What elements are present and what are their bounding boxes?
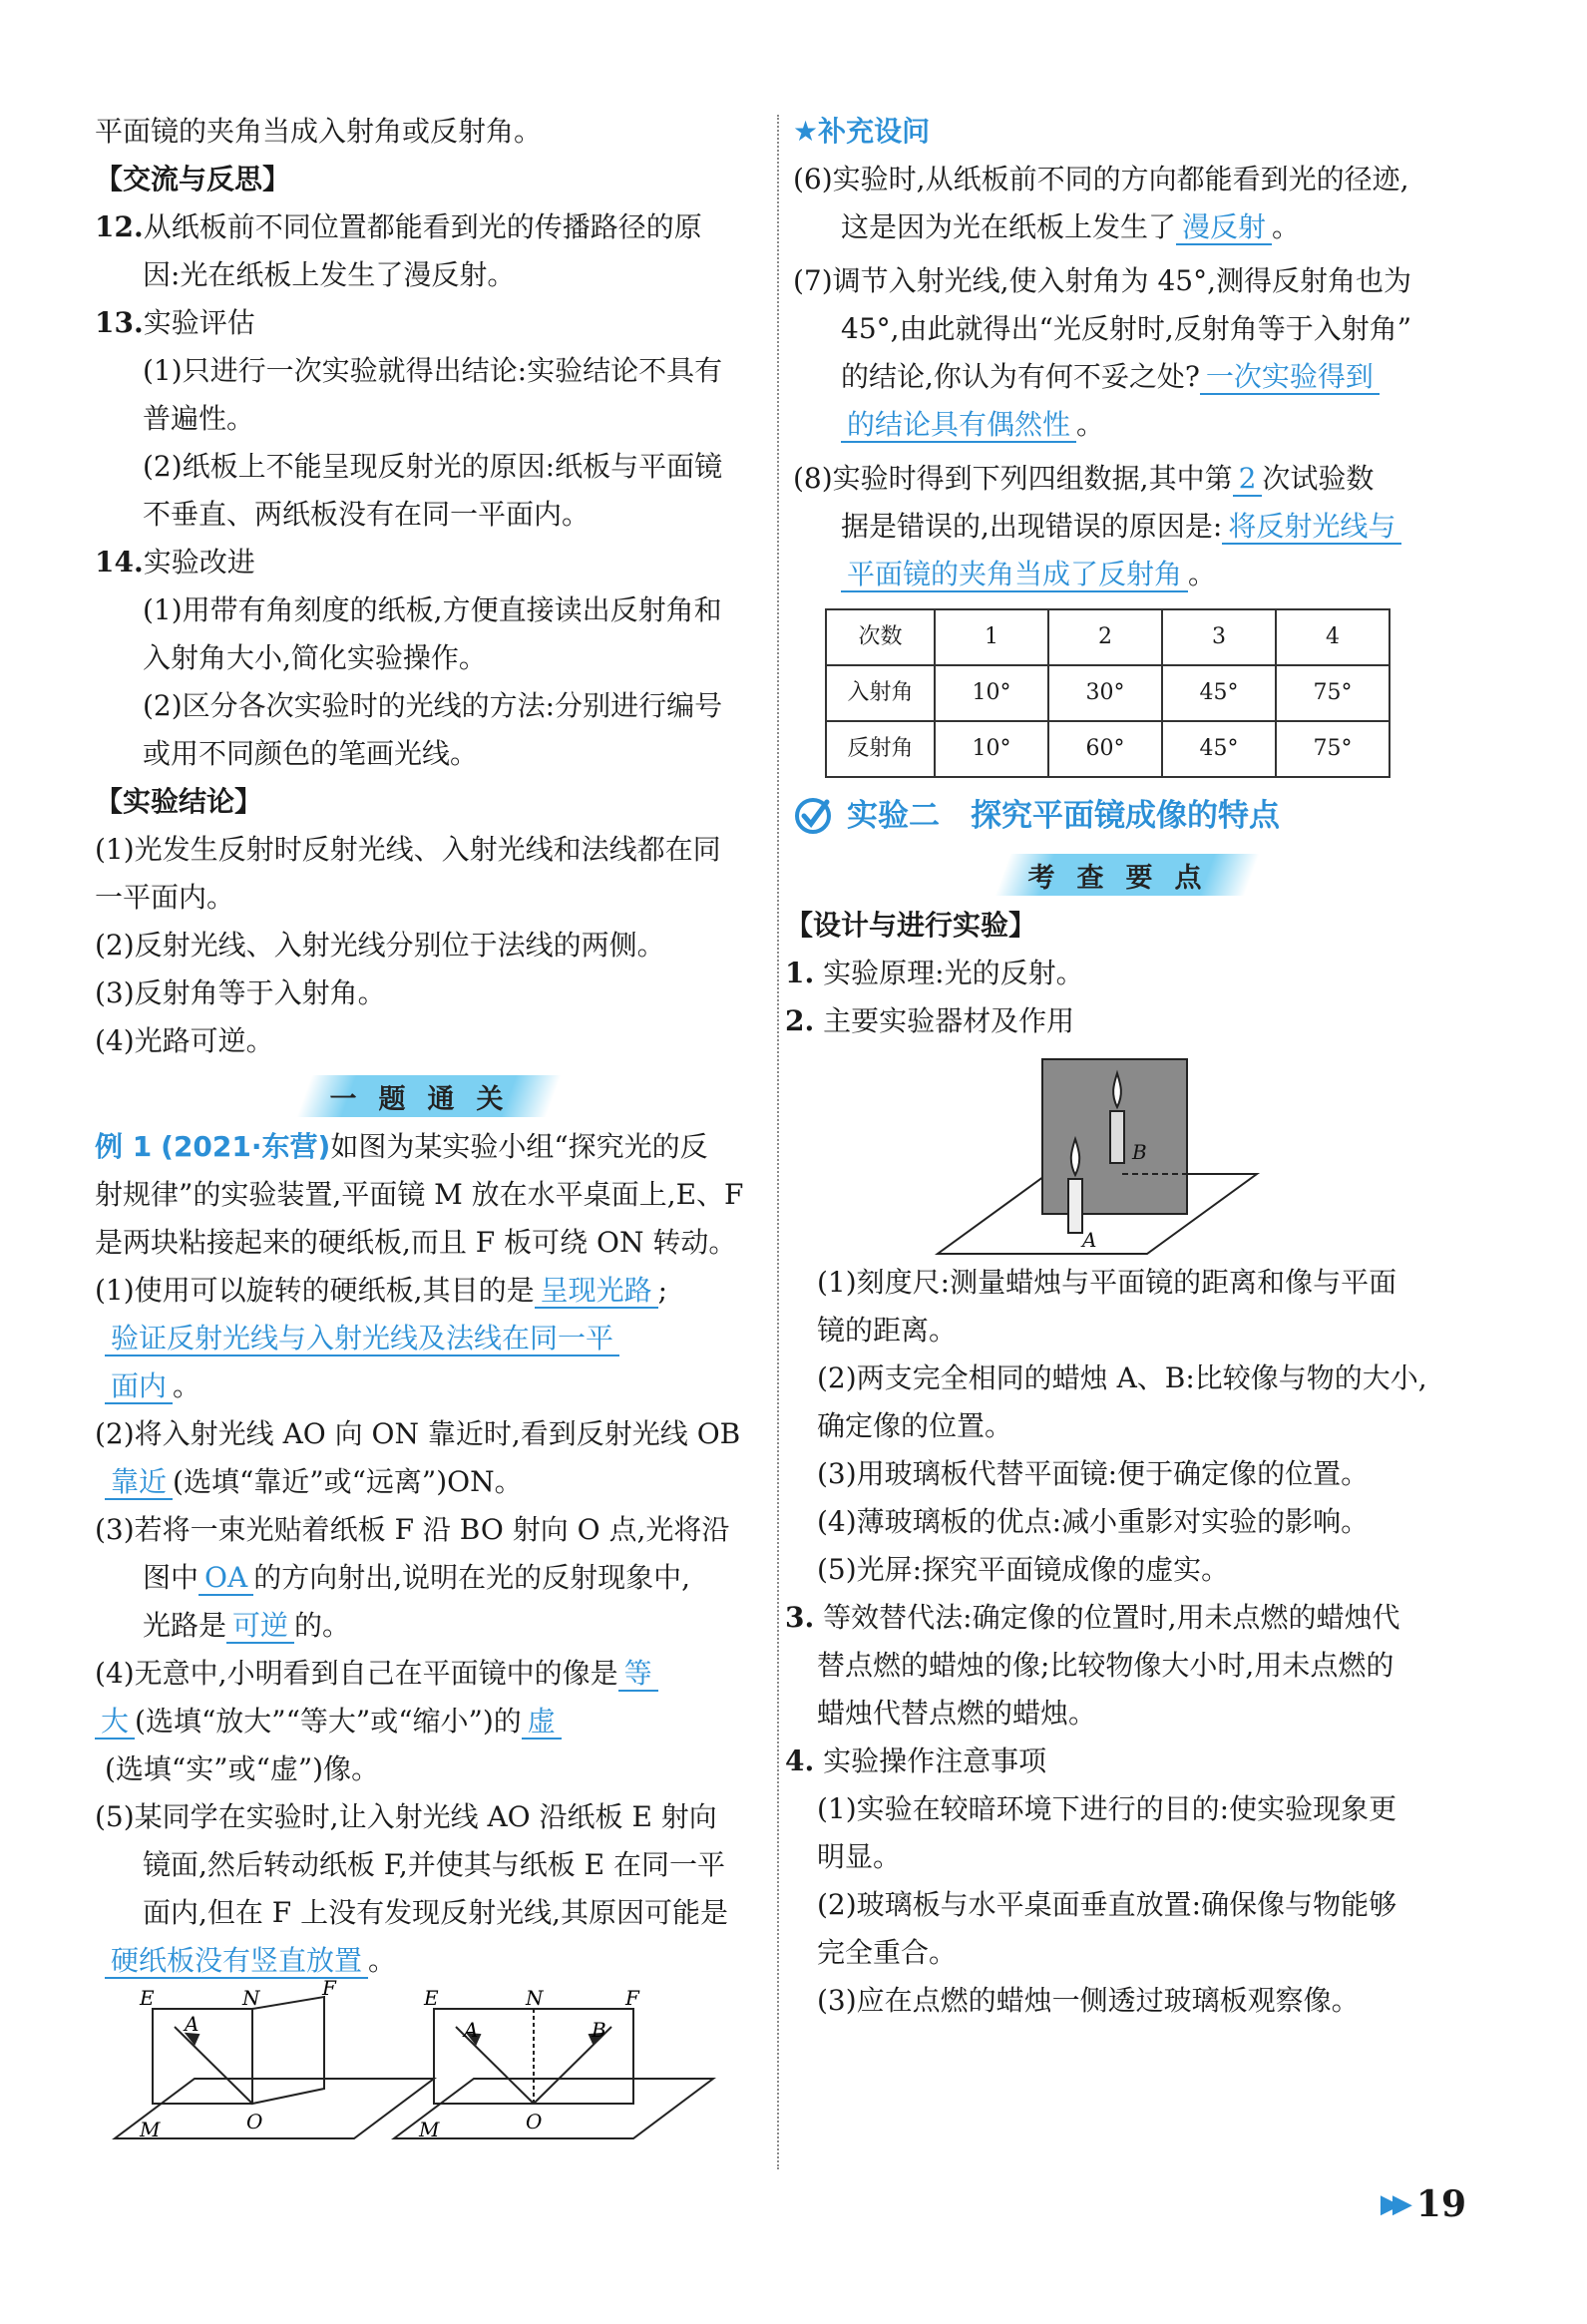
text-line: 光路是 可逆 的。 [143, 1609, 351, 1642]
text-line: 据是错误的,出现错误的原因是: 将反射光线与 [793, 503, 1461, 551]
text-line: 蜡烛代替点燃的蜡烛。 [817, 1697, 1097, 1730]
table-cell: 45° [1162, 721, 1276, 777]
example-q3: (3)若将一束光贴着纸板 F 沿 BO 射向 O 点,光将沿 [95, 1513, 730, 1546]
page-number: ▶▶ 19 [1297, 2174, 1466, 2234]
question-12: 12.从纸板前不同位置都能看到光的传播路径的原 [95, 210, 702, 243]
label-E: E [424, 1986, 439, 2010]
text-line: 确定像的位置。 [817, 1409, 1013, 1442]
text-line: (2)区分各次实验时的光线的方法:分别进行编号 [143, 689, 723, 722]
answer-blank: 一次实验得到 [1200, 360, 1380, 395]
text-line: 的结论具有偶然性 。 [793, 401, 1461, 449]
text-line: (2)纸板上不能呈现反射光的原因:纸板与平面镜 [143, 450, 723, 483]
material-5: (5)光屏:探究平面镜成像的虚实。 [817, 1553, 1230, 1586]
answer-blank: 漫反射 [1176, 210, 1272, 245]
example-q4: (4)无意中,小明看到自己在平面镜中的像是 等 [95, 1650, 763, 1698]
text-line: (2)反射光线、入射光线分别位于法线的两侧。 [95, 929, 665, 962]
text-line: 的结论,你认为有何不妥之处? 一次实验得到 [793, 353, 1461, 401]
left-column [95, 108, 763, 2148]
text-line: 图中 OA 的方向射出,说明在光的反射现象中, [143, 1561, 691, 1594]
text-line: 射规律”的实验装置,平面镜 M 放在水平桌面上,E、F [95, 1178, 744, 1211]
answer-blank: 验证反射光线与入射光线及法线在同一平 [105, 1322, 619, 1356]
label-F: F [322, 1976, 336, 2000]
table-row [826, 665, 1389, 721]
text-line: 明显。 [817, 1840, 902, 1873]
table-cell: 45° [1162, 665, 1276, 721]
text-line: 面内 。 [95, 1362, 763, 1410]
table-cell: 60° [1048, 721, 1162, 777]
answer-blank: 靠近 [105, 1465, 173, 1500]
answer-blank: 的结论具有偶然性 [841, 408, 1076, 443]
question-8: (8)实验时得到下列四组数据,其中第 2 次试验数 [793, 462, 1375, 495]
apparatus-rotated-board [115, 1997, 434, 2138]
answer-blank: 2 [1233, 462, 1263, 497]
answer-blank: 虚 [522, 1705, 562, 1740]
text-line: 不垂直、两纸板没有在同一平面内。 [143, 498, 591, 531]
table-row [826, 721, 1389, 777]
text-line: 是两块粘接起来的硬纸板,而且 F 板可绕 ON 转动。 [95, 1226, 737, 1259]
label-M: M [140, 2118, 161, 2141]
table-cell: 2 [1048, 609, 1162, 665]
answer-blank: 将反射光线与 [1222, 510, 1401, 545]
label-N: N [242, 1986, 260, 2010]
text-line: (1)用带有角刻度的纸板,方便直接读出反射角和 [143, 593, 722, 626]
design-item-1: 1. 实验原理:光的反射。 [785, 957, 1084, 989]
table-cell: 3 [1162, 609, 1276, 665]
experiment-two-title: 实验二 探究平面镜成像的特点 [793, 788, 1461, 844]
text-line: (1)光发生反射时反射光线、入射光线和法线都在同 [95, 833, 721, 866]
supplement-heading: ★补充设问 [793, 115, 931, 148]
mirror-imaging-figure [793, 1049, 1461, 1259]
material-4: (4)薄玻璃板的优点:减小重影对实验的影响。 [817, 1505, 1370, 1538]
text-line: 平面镜的夹角当成了反射角 。 [793, 551, 1461, 598]
text-line [95, 1315, 763, 1362]
table-cell: 10° [935, 665, 1048, 721]
text-line: 镜面,然后转动纸板 F,并使其与纸板 E 在同一平 [143, 1848, 726, 1881]
angle-data-table [825, 608, 1390, 778]
answer-blank: 面内 [105, 1369, 173, 1404]
table-cell: 次数 [826, 609, 935, 665]
answer-blank: OA [198, 1561, 253, 1596]
table-cell: 反射角 [826, 721, 935, 777]
label-N: N [526, 1986, 544, 2010]
table-cell: 75° [1276, 721, 1389, 777]
question-14: 14.实验改进 [95, 546, 255, 579]
reflection-apparatus-figure [95, 1976, 763, 2148]
label-B: B [1132, 1140, 1147, 1164]
section-heading-design: 【设计与进行实验】 [785, 909, 1037, 942]
banner-key-points: 考查要点 [994, 854, 1259, 896]
answer-blank: 平面镜的夹角当成了反射角 [841, 558, 1188, 592]
text-line: 平面镜的夹角当成入射角或反射角。 [95, 115, 543, 148]
table-cell: 1 [935, 609, 1048, 665]
example-q2: (2)将入射光线 AO 向 ON 靠近时,看到反射光线 OB [95, 1417, 741, 1450]
text-line: 替点燃的蜡烛的像;比较物像大小时,用未点燃的 [817, 1649, 1394, 1682]
answer-blank: 大 [95, 1705, 135, 1740]
table-cell: 入射角 [826, 665, 935, 721]
table-cell: 75° [1276, 665, 1389, 721]
column-divider [777, 115, 779, 2169]
apparatus-flat-board [394, 2009, 713, 2138]
text-line: (1)只进行一次实验就得出结论:实验结论不具有 [143, 354, 723, 387]
question-6: (6)实验时,从纸板前不同的方向都能看到光的径迹, [793, 163, 1409, 195]
question-7: (7)调节入射光线,使入射角为 45°,测得反射角也为 [793, 264, 1411, 297]
table-cell: 10° [935, 721, 1048, 777]
banner-one-question: 一题通关 [296, 1075, 561, 1117]
label-O: O [246, 2110, 263, 2133]
text-line: 镜的距离。 [817, 1314, 958, 1347]
answer-blank: 呈现光路 [535, 1274, 658, 1309]
text-line: 面内,但在 F 上没有发现反射光线,其原因可能是 [143, 1896, 729, 1929]
text-line: 45°,由此就得出“光反射时,反射角等于入射角” [841, 312, 1412, 345]
note-2: (2)玻璃板与水平桌面垂直放置:确保像与物能够 [817, 1888, 1397, 1921]
text-line: 入射角大小,简化实验操作。 [143, 641, 487, 674]
double-arrow-icon: ▶▶ [1380, 2189, 1404, 2219]
table-cell: 30° [1048, 665, 1162, 721]
text-line: 一平面内。 [95, 881, 235, 914]
example-q1: (1)使用可以旋转的硬纸板,其目的是 呈现光路 ; [95, 1274, 668, 1307]
text-line: 普遍性。 [143, 402, 255, 435]
label-F: F [625, 1986, 639, 2010]
label-A: A [464, 2018, 479, 2042]
material-2: (2)两支完全相同的蜡烛 A、B:比较像与物的大小, [817, 1361, 1427, 1394]
table-cell: 4 [1276, 609, 1389, 665]
text-line: 完全重合。 [817, 1936, 958, 1969]
example-intro: 例 1 (2021·东营)如图为某实验小组“探究光的反 [95, 1130, 708, 1163]
section-heading-exchange: 【交流与反思】 [95, 163, 291, 195]
text-line: (3)反射角等于入射角。 [95, 976, 386, 1009]
note-3: (3)应在点燃的蜡烛一侧透过玻璃板观察像。 [817, 1984, 1360, 2017]
text-line: 或用不同颜色的笔画光线。 [143, 737, 479, 770]
material-1: (1)刻度尺:测量蜡烛与平面镜的距离和像与平面 [817, 1266, 1397, 1299]
design-item-2: 2. 主要实验器材及作用 [785, 1004, 1075, 1037]
label-E: E [140, 1986, 155, 2010]
check-circle-icon [793, 796, 833, 836]
text-line: (4)光路可逆。 [95, 1024, 274, 1057]
example-q5: (5)某同学在实验时,让入射光线 AO 沿纸板 E 射向 [95, 1800, 717, 1833]
answer-blank: 硬纸板没有竖直放置 [105, 1944, 368, 1979]
label-B: B [592, 2018, 606, 2042]
text-line: 这是因为光在纸板上发生了 漫反射 。 [841, 210, 1301, 243]
design-item-4: 4. 实验操作注意事项 [785, 1744, 1047, 1777]
section-heading-conclusion: 【实验结论】 [95, 785, 263, 818]
design-item-3: 3. 等效替代法:确定像的位置时,用未点燃的蜡烛代 [785, 1601, 1400, 1634]
label-O: O [526, 2110, 543, 2133]
text-line: 大 (选填“放大”“等大”或“缩小”)的 虚 [95, 1698, 763, 1745]
answer-blank: 可逆 [226, 1609, 294, 1644]
note-1: (1)实验在较暗环境下进行的目的:使实验现象更 [817, 1792, 1397, 1825]
question-13: 13.实验评估 [95, 306, 255, 339]
material-3: (3)用玻璃板代替平面镜:便于确定像的位置。 [817, 1457, 1370, 1490]
label-M: M [419, 2118, 440, 2141]
text-line: 因:光在纸板上发生了漫反射。 [143, 258, 516, 291]
table-header-row [826, 609, 1389, 665]
text-line: 靠近 (选填“靠近”或“远离”)ON。 [95, 1458, 763, 1506]
label-A: A [1082, 1228, 1097, 1252]
text-line: (选填“实”或“虚”)像。 [105, 1752, 380, 1785]
right-column [785, 108, 1461, 2025]
label-A: A [185, 2012, 199, 2036]
text-line: 硬纸板没有竖直放置 。 [95, 1937, 763, 1985]
answer-blank: 等 [618, 1657, 658, 1692]
